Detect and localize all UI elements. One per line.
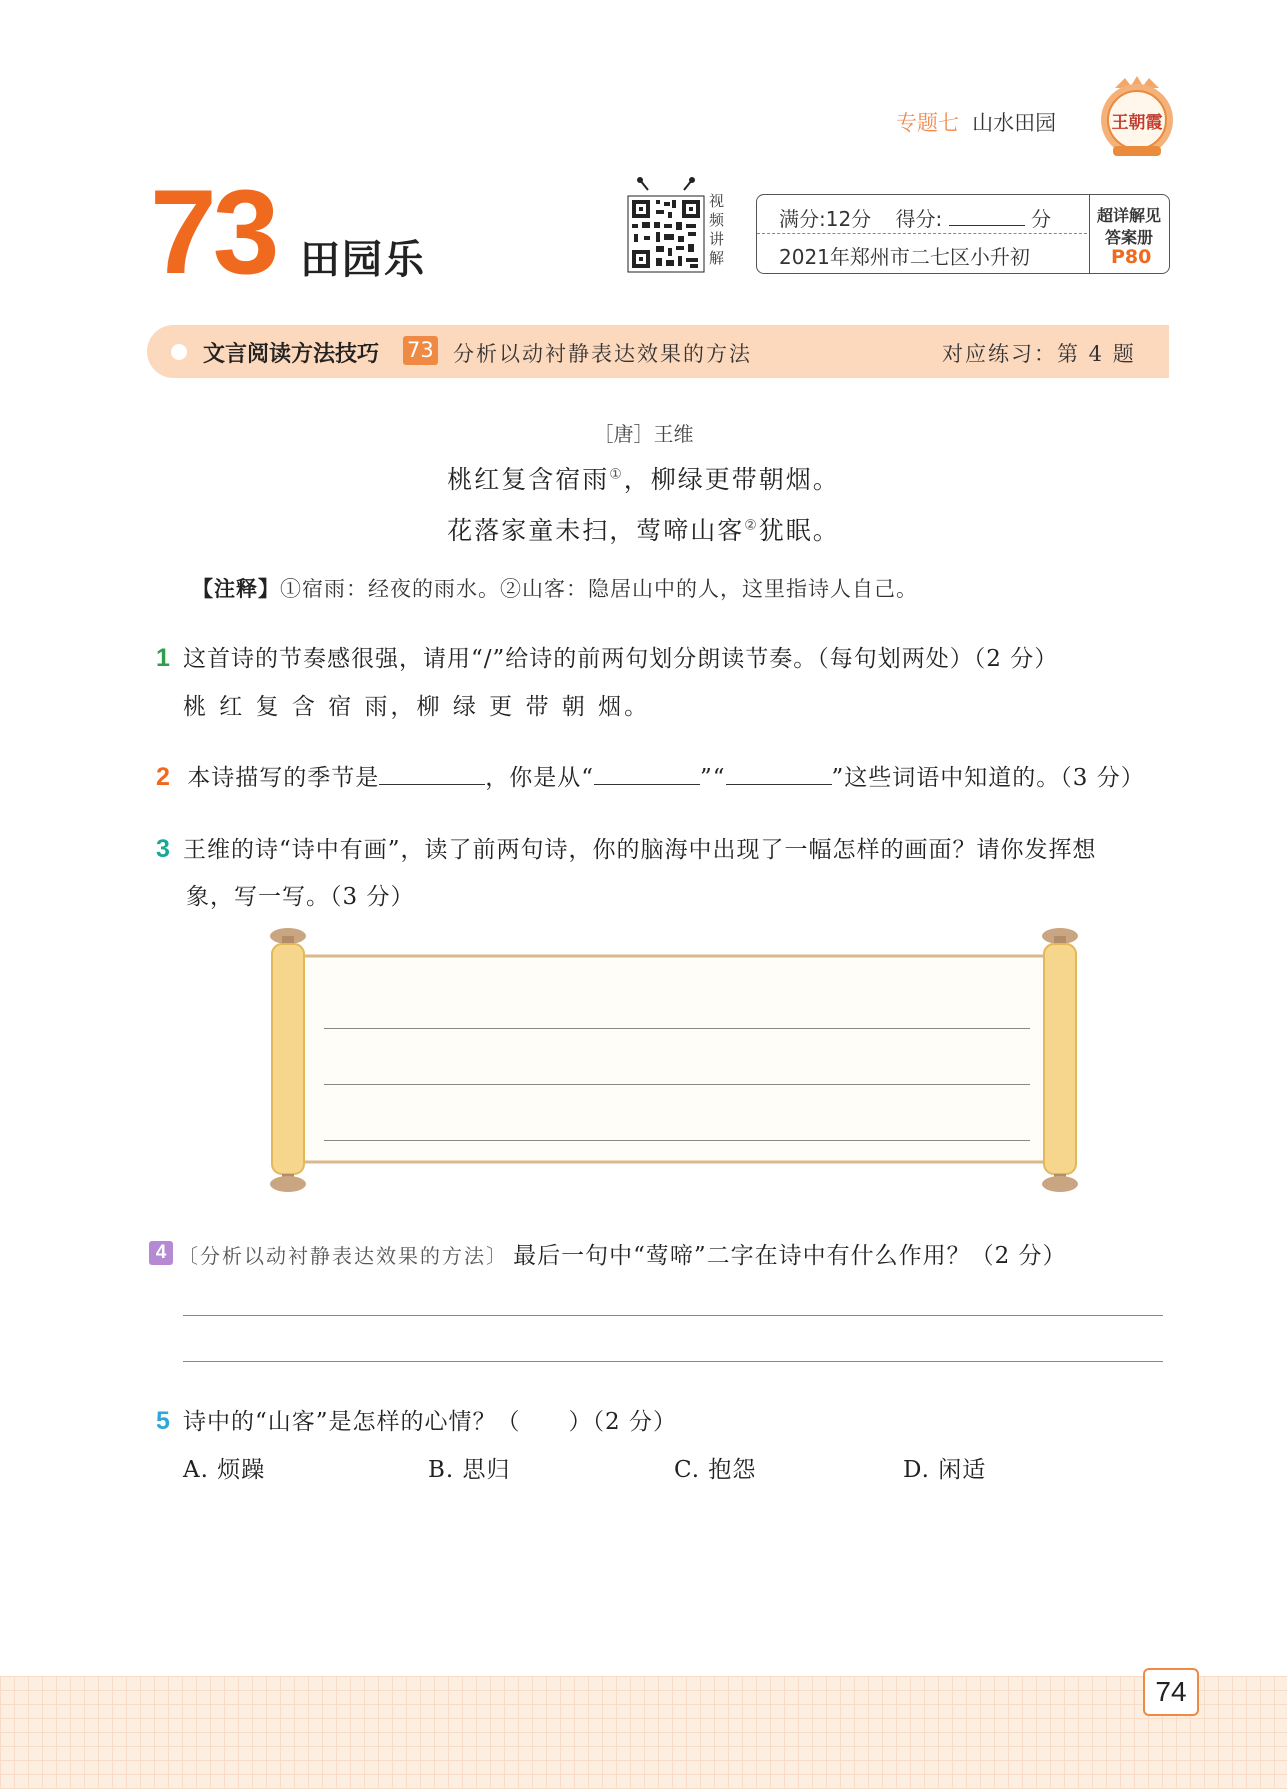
option-d[interactable]: D. 闲适 xyxy=(903,1457,987,1483)
score-vertical-divider xyxy=(1089,195,1090,273)
word-blank-2[interactable] xyxy=(726,762,832,785)
score-box xyxy=(756,194,1170,274)
answer-page: P80 xyxy=(1111,246,1152,268)
question-number: 1 xyxy=(156,644,170,672)
banner-title: 文言阅读方法技巧 xyxy=(203,342,380,367)
footnote-marker: ② xyxy=(744,517,759,534)
score-blank[interactable] xyxy=(949,203,1025,226)
question-text: 最后一句中“莺啼”二字在诗中有什么作用？（2 分） xyxy=(513,1243,1067,1269)
answer-line[interactable] xyxy=(183,1361,1163,1362)
poem-line-2: 花落家童未扫，莺啼山客②犹眠。 xyxy=(447,516,840,545)
poem-author: ［唐］王维 xyxy=(593,422,694,446)
option-a[interactable]: A. 烦躁 xyxy=(183,1457,266,1483)
logo-text: 王朝霞 xyxy=(1111,113,1163,133)
banner-dot-icon xyxy=(171,344,187,360)
question-text: 这首诗的节奏感很强，请用“/”给诗的前两句划分朗读节奏。（每句划两处）（2 分） xyxy=(183,646,1059,672)
lesson-title: 田园乐 xyxy=(300,237,426,283)
question-3 xyxy=(156,831,1097,864)
qr-label: 视 频 讲 解 xyxy=(709,192,725,267)
method-tag: 〔分析以动衬静表达效果的方法〕 xyxy=(178,1244,508,1268)
method-banner xyxy=(147,325,1169,378)
question-4 xyxy=(178,1237,1067,1270)
question-text: 王维的诗“诗中有画”，读了前两句诗，你的脑海中出现了一幅怎样的画面？请你发挥想 xyxy=(183,837,1097,863)
answer-line[interactable] xyxy=(324,1084,1030,1085)
question-number: 3 xyxy=(156,835,170,863)
topic-prefix: 专题七 xyxy=(896,111,959,135)
exam-source: 2021年郑州市二七区小升初 xyxy=(779,245,1030,269)
answer-ref-line1: 超详解见 xyxy=(1097,206,1162,225)
question-text-cont: 象，写一写。（3 分） xyxy=(186,884,415,910)
question-2: 2 本诗描写的季节是 ，你是从“ ”“ ”这些词语中知道的。（3 分） xyxy=(156,763,1145,791)
banner-method: 分析以动衬静表达效果的方法 xyxy=(453,342,752,366)
topic-name: 山水田园 xyxy=(972,111,1057,135)
answer-line[interactable] xyxy=(183,1315,1163,1316)
answer-line[interactable] xyxy=(324,1028,1030,1029)
question-1 xyxy=(156,640,1058,673)
score-label: 得分: xyxy=(895,207,943,231)
q1-poem-line[interactable]: 桃 红 复 含 宿 雨，柳 绿 更 带 朝 烟。 xyxy=(183,694,651,720)
season-blank[interactable] xyxy=(379,762,485,785)
banner-number: 73 xyxy=(403,336,438,365)
question-text: 诗中的“山客”是怎样的心情？（ ）（2 分） xyxy=(183,1409,677,1435)
note-text: ①宿雨：经夜的雨水。②山客：隐居山中的人，这里指诗人自己。 xyxy=(280,577,918,601)
word-blank-1[interactable] xyxy=(594,762,700,785)
poem-notes xyxy=(192,573,918,603)
option-b[interactable]: B. 思归 xyxy=(428,1457,511,1483)
footnote-marker: ① xyxy=(609,466,624,483)
poem-line-1: 桃红复含宿雨①，柳绿更带朝烟。 xyxy=(447,465,840,494)
option-c[interactable]: C. 抱怨 xyxy=(674,1457,757,1483)
question-number: 2 xyxy=(156,763,171,791)
banner-practice: 对应练习：第 4 题 xyxy=(942,342,1136,366)
question-number: 4 xyxy=(149,1241,173,1265)
topic-header xyxy=(896,107,1056,137)
publisher-logo xyxy=(1097,74,1177,160)
score-divider xyxy=(757,233,1087,234)
answer-line[interactable] xyxy=(324,1140,1030,1141)
scroll-illustration xyxy=(262,924,1086,1194)
lesson-number: 73 xyxy=(150,165,276,299)
answer-ref-line2: 答案册 xyxy=(1105,228,1154,247)
question-number: 5 xyxy=(156,1407,170,1435)
score-unit: 分 xyxy=(1031,207,1052,231)
video-qr-code[interactable] xyxy=(626,176,706,276)
note-label: 【注释】 xyxy=(192,577,280,601)
scroll-answer-area xyxy=(262,924,1086,1194)
footer-grid-pattern xyxy=(0,1676,1287,1789)
full-score: 满分:12分 xyxy=(779,207,872,231)
page-number: 74 xyxy=(1143,1668,1199,1716)
question-5 xyxy=(156,1403,677,1436)
score-row xyxy=(779,203,1051,232)
